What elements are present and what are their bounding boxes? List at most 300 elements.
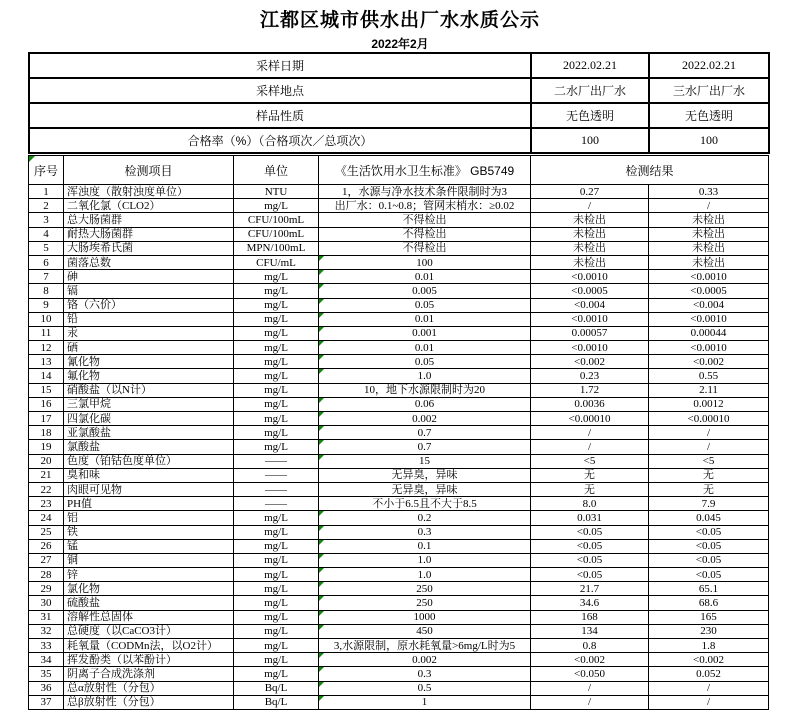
result-plant3: 0.55 bbox=[649, 369, 769, 383]
cell-flag-triangle-icon bbox=[319, 667, 324, 672]
results-table bbox=[28, 155, 769, 710]
table-row bbox=[29, 511, 769, 525]
col-header-unit: 单位 bbox=[234, 156, 319, 185]
cell-flag-triangle-icon bbox=[29, 156, 35, 162]
result-plant2: 0.23 bbox=[531, 369, 649, 383]
table-row bbox=[29, 255, 769, 269]
item-name: 挥发酚类（以苯酚计） bbox=[64, 653, 234, 667]
row-index: 20 bbox=[29, 454, 64, 468]
table-row bbox=[29, 227, 769, 241]
row-index: 16 bbox=[29, 397, 64, 411]
result-plant2: <0.004 bbox=[531, 298, 649, 312]
item-unit: CFU/mL bbox=[234, 255, 319, 269]
result-plant2: <0.002 bbox=[531, 355, 649, 369]
standard-limit: 不得检出 bbox=[319, 227, 531, 241]
standard-limit: 250 bbox=[319, 582, 531, 596]
item-name: 氯化物 bbox=[64, 582, 234, 596]
col-header-standard: 《生活饮用水卫生标准》 GB5749 bbox=[319, 156, 531, 185]
result-plant3: <0.0010 bbox=[649, 270, 769, 284]
standard-limit: 0.5 bbox=[319, 681, 531, 695]
cell-flag-triangle-icon bbox=[319, 611, 324, 616]
item-unit: Bq/L bbox=[234, 695, 319, 709]
table-row bbox=[29, 681, 769, 695]
standard-limit: 0.002 bbox=[319, 653, 531, 667]
item-unit: CFU/100mL bbox=[234, 227, 319, 241]
item-name: 大肠埃希氏菌 bbox=[64, 241, 234, 255]
table-row bbox=[29, 199, 769, 213]
result-plant2: 未检出 bbox=[531, 213, 649, 227]
row-index: 18 bbox=[29, 426, 64, 440]
info-value-plant3: 100 bbox=[649, 128, 769, 153]
item-name: 铬（六价） bbox=[64, 298, 234, 312]
row-index: 23 bbox=[29, 497, 64, 511]
standard-limit: 1，水源与净水技术条件限制时为3 bbox=[319, 185, 531, 199]
result-plant2: <0.00010 bbox=[531, 412, 649, 426]
item-name: 总大肠菌群 bbox=[64, 213, 234, 227]
item-unit: mg/L bbox=[234, 582, 319, 596]
table-row bbox=[29, 667, 769, 681]
result-plant2: 1.72 bbox=[531, 383, 649, 397]
item-unit: mg/L bbox=[234, 383, 319, 397]
result-plant2: <0.002 bbox=[531, 653, 649, 667]
result-plant2: <0.05 bbox=[531, 568, 649, 582]
standard-limit: 0.7 bbox=[319, 426, 531, 440]
table-row bbox=[29, 653, 769, 667]
cell-flag-triangle-icon bbox=[319, 270, 324, 275]
item-unit: mg/L bbox=[234, 539, 319, 553]
table-row bbox=[29, 468, 769, 482]
info-label: 样品性质 bbox=[29, 103, 531, 128]
row-index: 25 bbox=[29, 525, 64, 539]
cell-flag-triangle-icon bbox=[319, 412, 324, 417]
result-plant3: <0.0010 bbox=[649, 341, 769, 355]
result-plant2: 无 bbox=[531, 468, 649, 482]
row-index: 33 bbox=[29, 639, 64, 653]
result-plant3: <0.0010 bbox=[649, 312, 769, 326]
info-value-plant3: 三水厂出厂水 bbox=[649, 78, 769, 103]
item-unit: mg/L bbox=[234, 355, 319, 369]
standard-limit: 0.01 bbox=[319, 341, 531, 355]
standard-limit: 0.3 bbox=[319, 525, 531, 539]
row-index: 15 bbox=[29, 383, 64, 397]
cell-flag-triangle-icon bbox=[319, 256, 324, 261]
item-unit: mg/L bbox=[234, 341, 319, 355]
item-unit: mg/L bbox=[234, 284, 319, 298]
item-unit: mg/L bbox=[234, 326, 319, 340]
item-unit: MPN/100mL bbox=[234, 241, 319, 255]
item-name: 汞 bbox=[64, 326, 234, 340]
result-plant3: 1.8 bbox=[649, 639, 769, 653]
table-row bbox=[29, 383, 769, 397]
item-name: PH值 bbox=[64, 497, 234, 511]
info-value-plant2: 无色透明 bbox=[531, 103, 649, 128]
col-header-item: 检测项目 bbox=[64, 156, 234, 185]
result-plant2: 34.6 bbox=[531, 596, 649, 610]
table-row bbox=[29, 553, 769, 567]
row-index: 5 bbox=[29, 241, 64, 255]
info-value-plant3: 无色透明 bbox=[649, 103, 769, 128]
row-index: 11 bbox=[29, 326, 64, 340]
result-plant3: 0.045 bbox=[649, 511, 769, 525]
cell-flag-triangle-icon bbox=[319, 440, 324, 445]
item-name: 氟化物 bbox=[64, 369, 234, 383]
result-plant3: <0.002 bbox=[649, 355, 769, 369]
result-plant3: <0.002 bbox=[649, 653, 769, 667]
standard-limit: 100 bbox=[319, 255, 531, 269]
table-row bbox=[29, 482, 769, 496]
standard-limit: 1 bbox=[319, 695, 531, 709]
standard-limit: 450 bbox=[319, 624, 531, 638]
result-plant3: <0.004 bbox=[649, 298, 769, 312]
result-plant2: 21.7 bbox=[531, 582, 649, 596]
info-value-plant2: 2022.02.21 bbox=[531, 53, 649, 78]
row-index: 2 bbox=[29, 199, 64, 213]
row-index: 10 bbox=[29, 312, 64, 326]
item-unit: mg/L bbox=[234, 298, 319, 312]
cell-flag-triangle-icon bbox=[319, 554, 324, 559]
result-plant3: 未检出 bbox=[649, 213, 769, 227]
result-plant2: 8.0 bbox=[531, 497, 649, 511]
item-unit: mg/L bbox=[234, 369, 319, 383]
standard-limit: 0.3 bbox=[319, 667, 531, 681]
standard-limit: 无异臭，异味 bbox=[319, 482, 531, 496]
table-row bbox=[29, 369, 769, 383]
cell-flag-triangle-icon bbox=[319, 540, 324, 545]
cell-flag-triangle-icon bbox=[319, 355, 324, 360]
result-plant3: 7.9 bbox=[649, 497, 769, 511]
standard-limit: 15 bbox=[319, 454, 531, 468]
result-plant2: <5 bbox=[531, 454, 649, 468]
item-name: 锌 bbox=[64, 568, 234, 582]
result-plant3: 65.1 bbox=[649, 582, 769, 596]
cell-flag-triangle-icon bbox=[319, 682, 324, 687]
item-name: 总硬度（以CaCO3计） bbox=[64, 624, 234, 638]
info-row bbox=[29, 78, 769, 103]
item-name: 菌落总数 bbox=[64, 255, 234, 269]
item-unit: mg/L bbox=[234, 525, 319, 539]
table-row bbox=[29, 582, 769, 596]
info-value-plant2: 二水厂出厂水 bbox=[531, 78, 649, 103]
row-index: 28 bbox=[29, 568, 64, 582]
result-plant2: / bbox=[531, 426, 649, 440]
table-row bbox=[29, 525, 769, 539]
item-unit: mg/L bbox=[234, 639, 319, 653]
item-name: 四氯化碳 bbox=[64, 412, 234, 426]
item-unit: —— bbox=[234, 468, 319, 482]
standard-limit: 1.0 bbox=[319, 553, 531, 567]
cell-flag-triangle-icon bbox=[319, 568, 324, 573]
result-plant2: 0.00057 bbox=[531, 326, 649, 340]
row-index: 26 bbox=[29, 539, 64, 553]
cell-flag-triangle-icon bbox=[319, 582, 324, 587]
item-unit: mg/L bbox=[234, 553, 319, 567]
item-name: 硝酸盐（以N计） bbox=[64, 383, 234, 397]
standard-limit: 0.05 bbox=[319, 355, 531, 369]
table-row bbox=[29, 213, 769, 227]
row-index: 12 bbox=[29, 341, 64, 355]
item-unit: mg/L bbox=[234, 610, 319, 624]
table-row bbox=[29, 695, 769, 709]
cell-flag-triangle-icon bbox=[319, 511, 324, 516]
table-row bbox=[29, 440, 769, 454]
row-index: 4 bbox=[29, 227, 64, 241]
result-plant2: <0.050 bbox=[531, 667, 649, 681]
standard-limit: 0.01 bbox=[319, 312, 531, 326]
row-index: 13 bbox=[29, 355, 64, 369]
cell-flag-triangle-icon bbox=[319, 526, 324, 531]
table-row bbox=[29, 185, 769, 199]
table-row bbox=[29, 284, 769, 298]
standard-limit: 1.0 bbox=[319, 568, 531, 582]
item-unit: mg/L bbox=[234, 596, 319, 610]
table-row bbox=[29, 298, 769, 312]
result-plant3: / bbox=[649, 199, 769, 213]
table-row bbox=[29, 426, 769, 440]
result-plant2: 未检出 bbox=[531, 255, 649, 269]
result-plant2: <0.05 bbox=[531, 553, 649, 567]
table-row bbox=[29, 539, 769, 553]
info-label: 采样地点 bbox=[29, 78, 531, 103]
col-header-result: 检测结果 bbox=[531, 156, 769, 185]
col-header-index bbox=[29, 156, 64, 185]
info-row bbox=[29, 103, 769, 128]
item-unit: mg/L bbox=[234, 653, 319, 667]
table-row bbox=[29, 596, 769, 610]
row-index: 35 bbox=[29, 667, 64, 681]
standard-limit: 0.06 bbox=[319, 397, 531, 411]
item-name: 铅 bbox=[64, 312, 234, 326]
item-name: 耐热大肠菌群 bbox=[64, 227, 234, 241]
result-plant3: / bbox=[649, 426, 769, 440]
item-name: 砷 bbox=[64, 270, 234, 284]
result-plant2: / bbox=[531, 199, 649, 213]
item-unit: Bq/L bbox=[234, 681, 319, 695]
item-name: 二氧化氯（CLO2） bbox=[64, 199, 234, 213]
item-name: 溶解性总固体 bbox=[64, 610, 234, 624]
standard-limit: 不小于6.5且不大于8.5 bbox=[319, 497, 531, 511]
info-label: 采样日期 bbox=[29, 53, 531, 78]
item-name: 臭和味 bbox=[64, 468, 234, 482]
row-index: 17 bbox=[29, 412, 64, 426]
result-plant2: 168 bbox=[531, 610, 649, 624]
row-index: 27 bbox=[29, 553, 64, 567]
info-row bbox=[29, 53, 769, 78]
page-title: 江都区城市供水出厂水水质公示 bbox=[259, 10, 540, 31]
result-plant3: 2.11 bbox=[649, 383, 769, 397]
result-plant3: 无 bbox=[649, 468, 769, 482]
result-plant3: 165 bbox=[649, 610, 769, 624]
item-unit: mg/L bbox=[234, 426, 319, 440]
cell-flag-triangle-icon bbox=[319, 426, 324, 431]
result-plant2: 0.27 bbox=[531, 185, 649, 199]
result-plant2: <0.0005 bbox=[531, 284, 649, 298]
row-index: 19 bbox=[29, 440, 64, 454]
table-row bbox=[29, 355, 769, 369]
standard-limit: 不得检出 bbox=[319, 241, 531, 255]
item-name: 氰化物 bbox=[64, 355, 234, 369]
result-plant2: 0.0036 bbox=[531, 397, 649, 411]
row-index: 32 bbox=[29, 624, 64, 638]
item-unit: —— bbox=[234, 497, 319, 511]
table-row bbox=[29, 568, 769, 582]
item-unit: mg/L bbox=[234, 624, 319, 638]
result-plant3: 0.052 bbox=[649, 667, 769, 681]
cell-flag-triangle-icon bbox=[319, 398, 324, 403]
result-plant2: 134 bbox=[531, 624, 649, 638]
cell-flag-triangle-icon bbox=[319, 369, 324, 374]
result-plant2: <0.0010 bbox=[531, 341, 649, 355]
item-unit: NTU bbox=[234, 185, 319, 199]
cell-flag-triangle-icon bbox=[319, 696, 324, 701]
item-name: 肉眼可见物 bbox=[64, 482, 234, 496]
result-plant3: <0.0005 bbox=[649, 284, 769, 298]
info-value-plant2: 100 bbox=[531, 128, 649, 153]
standard-limit: 10，地下水源限制时为20 bbox=[319, 383, 531, 397]
standard-limit: 0.002 bbox=[319, 412, 531, 426]
info-label: 合格率（%）（合格项次／总项次） bbox=[29, 128, 531, 153]
table-row bbox=[29, 270, 769, 284]
result-plant3: 无 bbox=[649, 482, 769, 496]
item-unit: —— bbox=[234, 482, 319, 496]
table-row bbox=[29, 624, 769, 638]
result-plant2: 未检出 bbox=[531, 227, 649, 241]
result-plant3: 230 bbox=[649, 624, 769, 638]
row-index: 34 bbox=[29, 653, 64, 667]
item-name: 耗氧量（CODMn法，以O2计） bbox=[64, 639, 234, 653]
row-index: 1 bbox=[29, 185, 64, 199]
result-plant2: <0.0010 bbox=[531, 270, 649, 284]
standard-limit: 0.001 bbox=[319, 326, 531, 340]
standard-limit: 250 bbox=[319, 596, 531, 610]
table-row bbox=[29, 639, 769, 653]
table-row bbox=[29, 341, 769, 355]
result-plant2: <0.05 bbox=[531, 525, 649, 539]
result-plant2: 0.031 bbox=[531, 511, 649, 525]
item-name: 阴离子合成洗涤剂 bbox=[64, 667, 234, 681]
standard-limit: 无异臭，异味 bbox=[319, 468, 531, 482]
report-month: 2022年2月 bbox=[371, 37, 429, 51]
row-index: 6 bbox=[29, 255, 64, 269]
result-plant3: 未检出 bbox=[649, 241, 769, 255]
item-unit: mg/L bbox=[234, 397, 319, 411]
result-plant3: <0.05 bbox=[649, 539, 769, 553]
row-index: 31 bbox=[29, 610, 64, 624]
cell-flag-triangle-icon bbox=[319, 313, 324, 318]
item-unit: mg/L bbox=[234, 440, 319, 454]
standard-limit: 0.1 bbox=[319, 539, 531, 553]
row-index: 7 bbox=[29, 270, 64, 284]
cell-flag-triangle-icon bbox=[319, 596, 324, 601]
table-row bbox=[29, 241, 769, 255]
result-plant3: / bbox=[649, 681, 769, 695]
row-index: 9 bbox=[29, 298, 64, 312]
item-name: 硫酸盐 bbox=[64, 596, 234, 610]
col-header-index-label: 序号 bbox=[33, 163, 58, 178]
result-plant3: 0.00044 bbox=[649, 326, 769, 340]
row-index: 37 bbox=[29, 695, 64, 709]
item-unit: mg/L bbox=[234, 412, 319, 426]
cell-flag-triangle-icon bbox=[319, 327, 324, 332]
result-plant3: / bbox=[649, 695, 769, 709]
item-name: 亚氯酸盐 bbox=[64, 426, 234, 440]
item-name: 锰 bbox=[64, 539, 234, 553]
result-plant3: 0.33 bbox=[649, 185, 769, 199]
result-plant3: 未检出 bbox=[649, 255, 769, 269]
row-index: 21 bbox=[29, 468, 64, 482]
item-name: 浑浊度（散射浊度单位） bbox=[64, 185, 234, 199]
standard-limit: 0.005 bbox=[319, 284, 531, 298]
result-plant2: / bbox=[531, 440, 649, 454]
standard-limit: 0.2 bbox=[319, 511, 531, 525]
item-unit: mg/L bbox=[234, 312, 319, 326]
item-unit: mg/L bbox=[234, 270, 319, 284]
row-index: 24 bbox=[29, 511, 64, 525]
item-name: 总α放射性（分包） bbox=[64, 681, 234, 695]
standard-limit: 3,水源限制，原水耗氧量>6mg/L时为5 bbox=[319, 639, 531, 653]
result-plant3: 68.6 bbox=[649, 596, 769, 610]
item-unit: CFU/100mL bbox=[234, 213, 319, 227]
item-name: 镉 bbox=[64, 284, 234, 298]
row-index: 22 bbox=[29, 482, 64, 496]
row-index: 3 bbox=[29, 213, 64, 227]
table-row bbox=[29, 610, 769, 624]
item-unit: mg/L bbox=[234, 568, 319, 582]
standard-limit: 出厂水：0.1~0.8；管网末梢水：≥0.02 bbox=[319, 199, 531, 213]
result-plant3: <5 bbox=[649, 454, 769, 468]
result-plant2: <0.05 bbox=[531, 539, 649, 553]
standard-limit: 0.05 bbox=[319, 298, 531, 312]
item-name: 硒 bbox=[64, 341, 234, 355]
table-row bbox=[29, 312, 769, 326]
result-plant3: / bbox=[649, 440, 769, 454]
info-value-plant3: 2022.02.21 bbox=[649, 53, 769, 78]
item-name: 铜 bbox=[64, 553, 234, 567]
standard-limit: 1000 bbox=[319, 610, 531, 624]
table-row bbox=[29, 326, 769, 340]
item-unit: —— bbox=[234, 454, 319, 468]
result-plant3: 0.0012 bbox=[649, 397, 769, 411]
result-plant2: <0.0010 bbox=[531, 312, 649, 326]
standard-limit: 不得检出 bbox=[319, 213, 531, 227]
info-row bbox=[29, 128, 769, 153]
item-unit: mg/L bbox=[234, 199, 319, 213]
row-index: 30 bbox=[29, 596, 64, 610]
result-plant2: / bbox=[531, 681, 649, 695]
item-unit: mg/L bbox=[234, 667, 319, 681]
row-index: 29 bbox=[29, 582, 64, 596]
result-plant3: 未检出 bbox=[649, 227, 769, 241]
result-plant2: / bbox=[531, 695, 649, 709]
cell-flag-triangle-icon bbox=[319, 455, 324, 460]
item-name: 铝 bbox=[64, 511, 234, 525]
standard-limit: 0.7 bbox=[319, 440, 531, 454]
row-index: 8 bbox=[29, 284, 64, 298]
table-row bbox=[29, 397, 769, 411]
item-name: 色度（铂钴色度单位） bbox=[64, 454, 234, 468]
result-plant3: <0.05 bbox=[649, 568, 769, 582]
item-name: 氯酸盐 bbox=[64, 440, 234, 454]
row-index: 14 bbox=[29, 369, 64, 383]
cell-flag-triangle-icon bbox=[319, 625, 324, 630]
sample-info-table bbox=[28, 52, 770, 154]
item-unit: mg/L bbox=[234, 511, 319, 525]
cell-flag-triangle-icon bbox=[319, 284, 324, 289]
cell-flag-triangle-icon bbox=[319, 341, 324, 346]
cell-flag-triangle-icon bbox=[319, 653, 324, 658]
result-plant3: <0.05 bbox=[649, 553, 769, 567]
row-index: 36 bbox=[29, 681, 64, 695]
result-plant2: 无 bbox=[531, 482, 649, 496]
